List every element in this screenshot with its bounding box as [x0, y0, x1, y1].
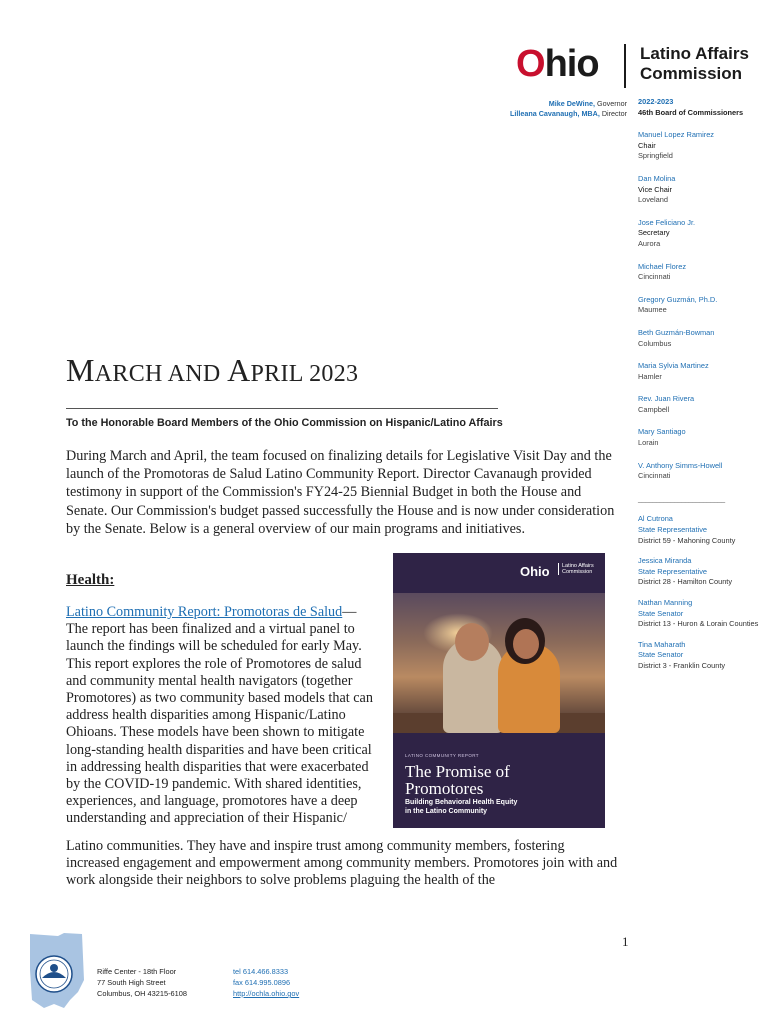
title-rule [66, 408, 498, 409]
board-member [638, 218, 763, 250]
member-name: Dan Molina [638, 173, 676, 183]
legislator-district: District 28 - Hamilton County [638, 577, 733, 587]
report-cover-image [393, 553, 605, 828]
board-member [638, 295, 763, 316]
member-role: Secretary [638, 228, 670, 238]
page-number: 1 [622, 934, 629, 949]
board-member [638, 130, 763, 162]
report-link[interactable]: Latino Community Report: Promotoras de Salud [66, 604, 343, 620]
board-years: 2022-2023 [638, 97, 674, 106]
member-name: Gregory Guzmán, Ph.D. [638, 294, 718, 304]
member-place: Columbus [638, 338, 672, 348]
legislator-district: District 3 - Franklin County [638, 660, 726, 670]
legislator-role: State Senator [638, 650, 684, 660]
legislator [638, 598, 763, 630]
legislator-role: State Senator [638, 608, 684, 618]
ohio-seal-icon [24, 930, 90, 1012]
member-name: Rev. Juan Rivera [638, 394, 695, 404]
board-separator: ________________________ [638, 493, 725, 503]
cover-kicker: LATINO COMMUNITY REPORT [405, 753, 479, 758]
legislator-name: Nathan Manning [638, 598, 693, 607]
member-place: Cincinnati [638, 471, 671, 481]
member-role: Chair [638, 140, 656, 150]
legislator [638, 640, 763, 672]
member-place: Cincinnati [638, 272, 671, 282]
logo-commission-name: Latino Affairs Commission [640, 44, 749, 83]
board-member [638, 361, 763, 382]
board-member [638, 394, 763, 415]
member-name: Jose Feliciano Jr. [638, 217, 696, 227]
cover-photo [393, 593, 605, 733]
logo-divider [624, 44, 626, 88]
intro-paragraph: During March and April, the team focused on finalizing details for Legislative Visit Day and the launch of the Promotoras de Salud Latino Community Report. Director Cavanaugh provided testimony in support of the Commission's FY24-25 Biennial Budget in both the House and Senate. Our Commission's budget passed successfully the House and is now under consideration by the Senate. Below is a general overview of our main programs and initiatives. [66, 448, 615, 537]
commission-logo [516, 42, 756, 90]
legislator-district: District 59 - Mahoning County [638, 535, 736, 545]
legislator-district: District 13 - Huron & Lorain Counties [638, 619, 759, 629]
page-title: MARCH AND APRIL 2023 [66, 352, 359, 388]
cover-ohio-logo: Ohio [520, 564, 550, 579]
legislator-role: State Representative [638, 566, 708, 576]
member-place: Hamler [638, 371, 662, 381]
health-paragraph: Latino Community Report: Promotoras de Salud—The report has been finalized and a virtual panel to launch the findings will be scheduled for early May. This report explores the role of Promotores de salud and community mental health navigators (together Promotores) as two community based models that can address health disparities among Hispanic/Latino Ohioans. These models have been shown to mitigate long-standing health disparities and have been critical in addressing health disparities that were exacerbated by the COVID-19 pandemic. With shared identities, experiences, and language, promotores have a deep understanding and appreciation of their Hispanic/ [66, 604, 373, 827]
member-name: Beth Guzmán-Bowman [638, 327, 715, 337]
footer-website-link[interactable]: http://ochla.ohio.gov [233, 989, 300, 998]
member-role: Vice Chair [638, 184, 672, 194]
legislator-name: Jessica Miranda [638, 556, 692, 566]
member-place: Maumee [638, 305, 667, 315]
cover-logo-sub: Latino Affairs Commission [558, 563, 594, 575]
member-name: Maria Sylvia Martinez [638, 361, 709, 371]
health-paragraph-continued: Latino communities. They have and inspire trust among community members, fostering increased engagement and empowerment among community members. Promotores join with and work alongside their neighbors to solve problems plaguing the health of the [66, 838, 618, 889]
member-name: Michael Florez [638, 261, 687, 271]
board-member [638, 427, 763, 448]
legislator [638, 514, 763, 546]
board-member [638, 328, 763, 349]
health-heading: Health: [66, 572, 115, 588]
board-member [638, 174, 763, 206]
member-place: Aurora [638, 238, 661, 248]
salutation: To the Honorable Board Members of the Ohio Commission on Hispanic/Latino Affairs [66, 417, 503, 429]
woman-left-head [455, 623, 489, 661]
footer-tel: tel 614.466.8333 [233, 967, 289, 976]
legislator [638, 556, 763, 588]
woman-right-face [513, 629, 539, 659]
member-place: Springfield [638, 151, 673, 161]
cover-subtitle: Building Behavioral Health Equity in the Latino Community [405, 799, 518, 815]
legislator-role: State Representative [638, 525, 708, 535]
cover-title: The Promise of Promotores [405, 762, 510, 798]
governor-line: Mike DeWine, Governor [548, 99, 627, 108]
board-column [638, 97, 763, 672]
ohio-wordmark: Ohio [516, 43, 599, 85]
board-member [638, 262, 763, 283]
member-name: V. Anthony Simms-Howell [638, 460, 723, 470]
board-heading: 46th Board of Commissioners [638, 107, 744, 117]
member-name: Manuel Lopez Ramirez [638, 130, 714, 140]
legislator-name: Al Cutrona [638, 514, 673, 524]
member-name: Mary Santiago [638, 427, 686, 437]
member-place: Loveland [638, 195, 668, 205]
officials-block [510, 99, 627, 119]
footer-fax: fax 614.995.0896 [233, 978, 291, 987]
footer-contact [233, 966, 299, 999]
board-member [638, 461, 763, 482]
legislator-name: Tina Maharath [638, 639, 686, 649]
footer-address: Riffe Center - 18th Floor 77 South High Street Columbus, OH 43215-6108 [97, 967, 187, 998]
director-line: Lilleana Cavanaugh, MBA, Director [509, 109, 627, 118]
member-place: Campbell [638, 404, 670, 414]
member-place: Lorain [638, 438, 659, 448]
